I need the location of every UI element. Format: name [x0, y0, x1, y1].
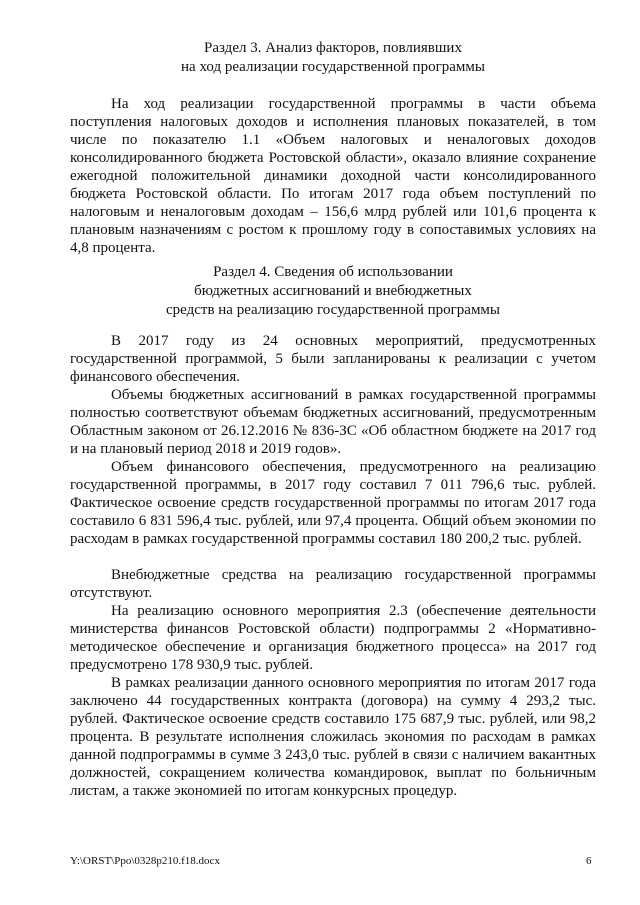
section-4-paragraph: На реализацию основного мероприятия 2.3 (обеспечение деятельности министерства финансов Ростовской области) подпрограммы 2 «Нормативно-методическое обеспечение и организация бюджетного процесса» на 2017 год предусмотрено 178 930,9 тыс. рублей. [70, 603, 596, 673]
section-4-paragraph: Объем финансового обеспечения, предусмотренного на реализацию государственной программы, в 2017 году составил 7 011 796,6 тыс. рублей. Фактическое освоение средств государственной программы по итогам 2017 года составило 6 831 596,4 тыс. рублей, или 97,4 процента. Общий объем экономии по расходам в рамках государственной программы составил 180 200,2 тыс. рублей. [70, 459, 596, 547]
section-4-heading [70, 263, 596, 320]
page-number: 6 [586, 855, 592, 867]
section-4-paragraph: В рамках реализации данного основного мероприятия по итогам 2017 года заключено 44 государственных контракта (договора) на сумму 4 293,2 тыс. рублей. Фактическое освоение средств составило 175 687,9 тыс. рублей, или 98,2 процента. В результате исполнения сложилась экономия по расходам в рамках данной подпрограммы в сумме 3 243,0 тыс. рублей в связи с наличием вакантных должностей, сокращением количества командировок, выплат по больничным листам, а также экономией по итогам конкурсных процедур. [70, 675, 596, 799]
section-3-heading [70, 39, 596, 77]
heading-line: Раздел 3. Анализ факторов, повлиявших [204, 40, 462, 56]
heading-line: Раздел 4. Сведения об использовании [213, 264, 453, 280]
section-3-paragraph: На ход реализации государственной программы в части объема поступления налоговых доходов и исполнения плановых показателей, в том числе по показателю 1.1 «Объем налоговых и неналоговых доходов консолидированного бюджета Ростовской области», оказало влияние сохранение ежегодной положительной динамики доходной части консолидированного бюджета Ростовской области. По итогам 2017 года объем поступлений по налоговым и неналоговым доходам – 156,6 млрд рублей или 101,6 процента к плановым назначениям с ростом к прошлому году в сопоставимых условиях на 4,8 процента. [70, 96, 596, 256]
footer-file-path: Y:\ORST\Ppo\0328p210.f18.docx [70, 855, 220, 867]
section-4-paragraph: Внебюджетные средства на реализацию государственной программы отсутствуют. [70, 567, 596, 601]
section-4-paragraph: В 2017 году из 24 основных мероприятий, предусмотренных государственной программой, 5 были запланированы к реализации с учетом финансового обеспечения. [70, 333, 596, 385]
heading-line: на ход реализации государственной программы [181, 59, 485, 75]
heading-line: бюджетных ассигнований и внебюджетных [194, 283, 472, 299]
heading-line: средств на реализацию государственной программы [165, 302, 501, 318]
section-4-paragraph: Объемы бюджетных ассигнований в рамках государственной программы полностью соответствуют объемам бюджетных ассигнований, предусмотренным Областным законом от 26.12.2016 № 836-ЗС «Об областном бюджете на 2017 год и на плановый период 2018 и 2019 годов». [70, 387, 596, 457]
